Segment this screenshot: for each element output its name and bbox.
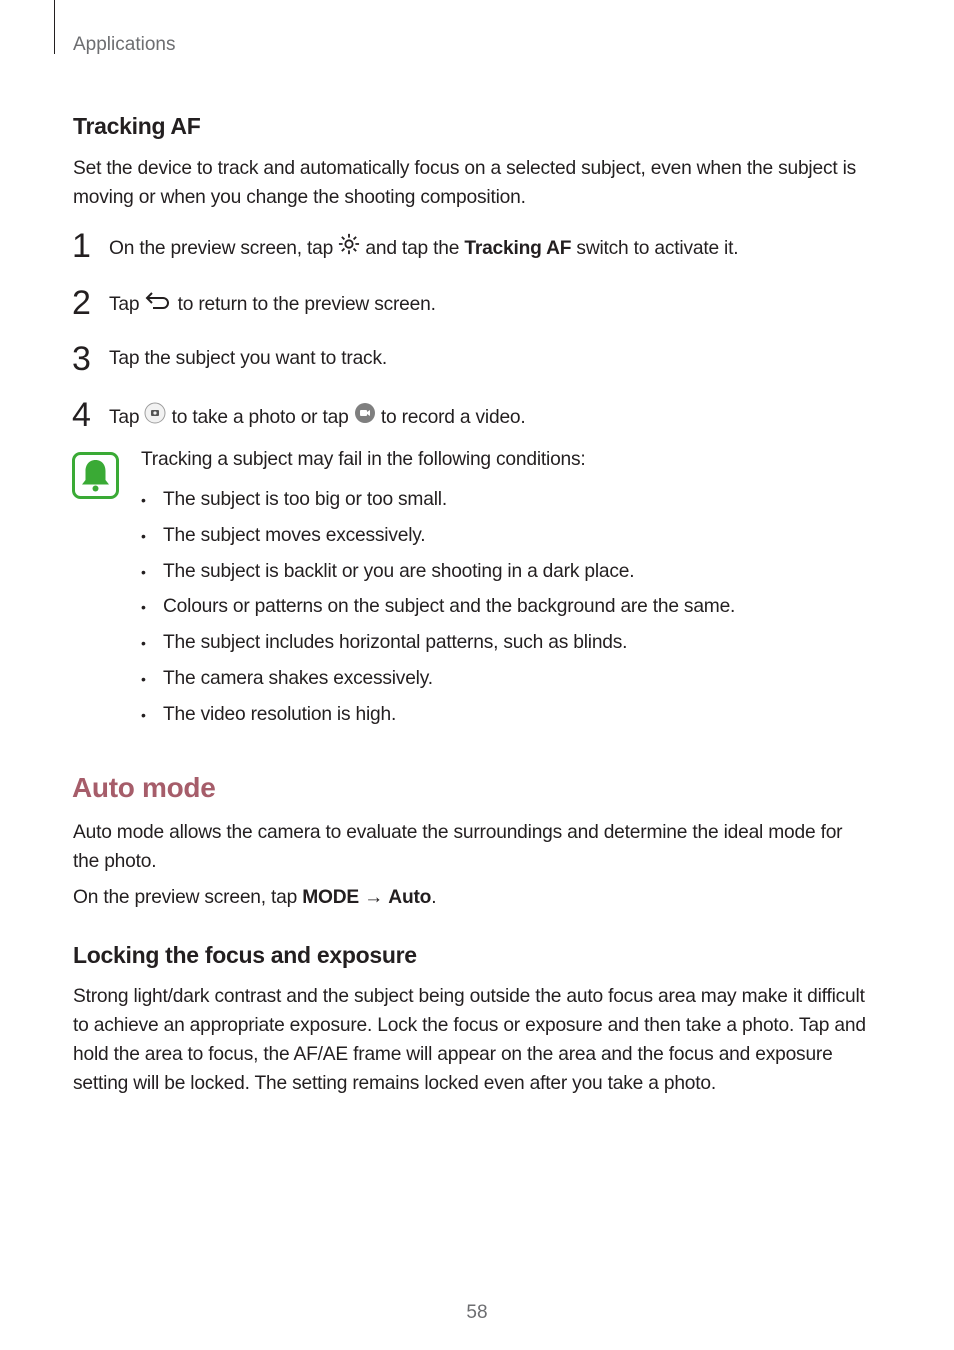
camera-capture-icon [144, 402, 166, 430]
step-number: 4 [72, 396, 91, 434]
instruction-text: On the preview screen, tap [73, 887, 298, 908]
note-intro: Tracking a subject may fail in the following conditions: [141, 449, 586, 470]
gear-icon [338, 233, 360, 261]
list-item: • The subject moves excessively. [141, 524, 426, 546]
step-text [109, 292, 436, 318]
back-icon [144, 290, 172, 316]
step-number: 2 [72, 284, 91, 322]
section-title-locking: Locking the focus and exposure [73, 942, 417, 968]
step-text-part: switch to activate it. [576, 238, 739, 260]
step-text-part: On the preview screen, tap [109, 238, 334, 260]
page-number: 58 [466, 1302, 488, 1323]
step-text-part: to record a video. [380, 407, 526, 429]
list-item: • The camera shakes excessively. [141, 667, 433, 689]
list-item-text: The subject includes horizontal patterns, such as blinds. [163, 632, 628, 654]
section-title-tracking-af: Tracking AF [73, 113, 201, 139]
step-text-part: to take a photo or tap [171, 407, 349, 429]
step-text-part: and tap the [365, 238, 460, 260]
step-text [109, 404, 526, 432]
locking-body: Strong light/dark contrast and the subject being outside the auto focus area may make it difficult to achieve an appropriate exposure. Lock the focus or exposure and then take a photo. Tap and hold the area to focus, the AF/AE frame will appear on the area and the focus and exposure setting will be locked. The setting remains locked even after you take a photo. [73, 986, 866, 1094]
list-item: • The subject is too big or too small. [141, 489, 447, 510]
auto-mode-instruction [73, 883, 873, 912]
notification-bell-icon [72, 452, 119, 499]
list-item: • Colours or patterns on the subject and the background are the same. [141, 596, 736, 618]
list-item-text: The subject is backlit or you are shooting in a dark place. [163, 560, 635, 582]
margin-rule [54, 0, 55, 54]
section-title-auto-mode: Auto mode [72, 772, 216, 803]
list-item-text: Colours or patterns on the subject and the background are the same. [163, 596, 736, 618]
list-item: • The subject is backlit or you are shooting in a dark place. [141, 560, 635, 582]
step-2 [72, 284, 892, 328]
step-bold-label: Tracking AF [464, 238, 572, 260]
step-text-part: to return to the preview screen. [177, 294, 436, 316]
step-3 [72, 340, 892, 384]
list-item: • The video resolution is high. [141, 703, 397, 725]
auto-mode-body: Auto mode allows the camera to evaluate the surroundings and determine the ideal mode for the photo. [73, 822, 843, 872]
step-text-part: Tap [109, 407, 140, 429]
list-item: • The subject includes horizontal patterns, such as blinds. [141, 632, 628, 654]
video-record-icon [354, 402, 376, 430]
step-text: Tap the subject you want to track. [109, 348, 387, 369]
step-4 [72, 396, 892, 440]
list-item-text: The subject moves excessively. [163, 524, 426, 546]
tracking-af-intro: Set the device to track and automatically focus on a selected subject, even when the subject is moving or when you change the shooting composition. [73, 158, 857, 208]
arrow-glyph: → [364, 887, 384, 908]
period: . [431, 887, 437, 908]
step-text [109, 235, 738, 263]
running-header: Applications [73, 34, 176, 55]
step-number: 3 [72, 340, 91, 378]
conditions-list [141, 484, 735, 735]
step-1 [72, 227, 892, 271]
list-item-text: The camera shakes excessively. [163, 667, 433, 689]
step-number: 1 [72, 227, 91, 265]
list-item-text: The subject is too big or too small. [163, 489, 447, 510]
auto-label: Auto [388, 887, 432, 908]
step-text-part: Tap [109, 294, 140, 316]
mode-label: MODE [302, 887, 360, 908]
list-item-text: The video resolution is high. [163, 703, 397, 725]
